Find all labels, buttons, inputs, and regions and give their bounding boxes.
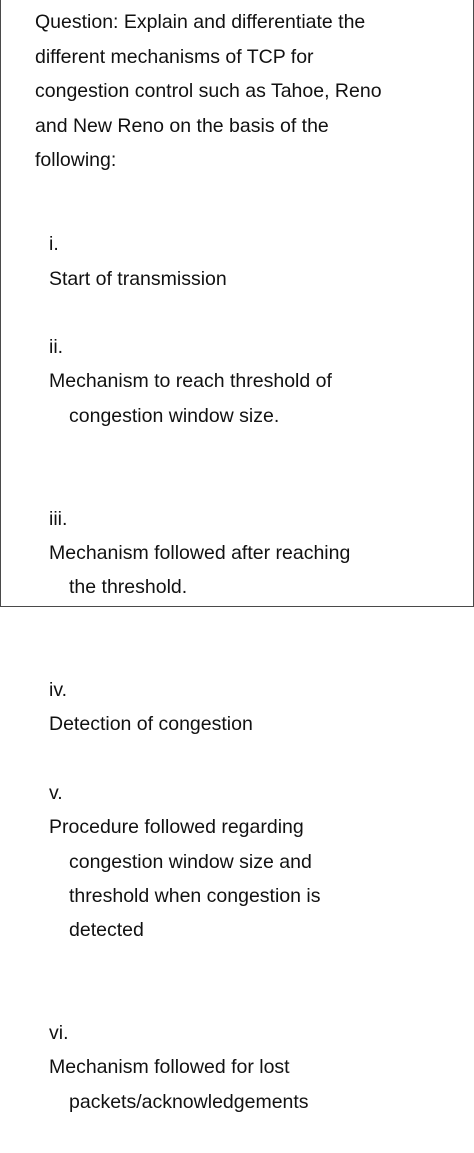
item-number: i. [49,233,59,256]
item-continuation: the threshold. [69,576,188,599]
list-item [1,193,474,296]
list-item [1,296,474,467]
item-number: iv. [49,679,68,702]
list-item [1,982,474,1153]
item-number: ii. [49,336,64,359]
item-text: Start of transmission [49,267,227,290]
item-number: iii. [49,507,68,530]
item-number: vi. [49,1022,69,1045]
question-text: Question: Explain and differentiate the different mechanisms of TCP for congestion control such as Tahoe, Reno and New Reno on the basis of the following: [35,11,382,171]
item-text: Mechanism followed after reaching [49,541,351,564]
item-text: Procedure followed regarding [49,816,304,839]
item-continuation: congestion window size and threshold when congestion is detected [69,850,321,942]
item-text: Mechanism followed for lost [49,1056,290,1079]
item-continuation: packets/acknowledgements [69,1090,309,1113]
list-item [1,639,474,742]
item-text: Detection of congestion [49,713,253,736]
item-number: v. [49,782,63,805]
list-item [1,742,474,982]
item-text: Mechanism to reach threshold of [49,370,332,393]
criteria-list [1,193,474,1153]
item-continuation: congestion window size. [69,404,280,427]
list-item [1,467,474,638]
